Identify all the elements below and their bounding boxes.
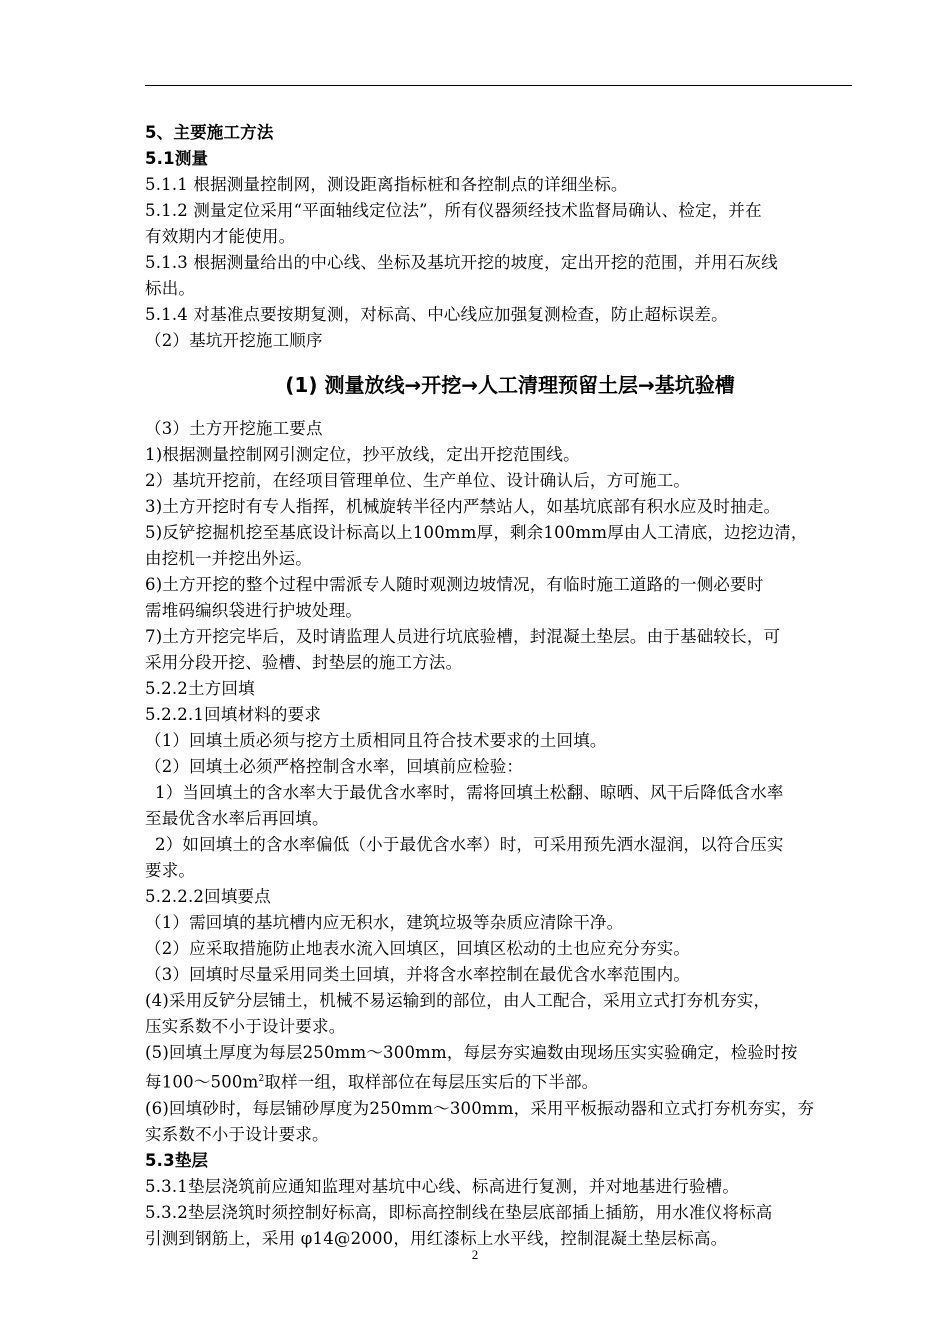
document-body bbox=[145, 120, 857, 1252]
list-item: (4)采用反铲分层铺土，机械不易运输到的部位，由人工配合，采用立式打夯机夯实， bbox=[145, 991, 771, 1010]
list-item: (6)回填砂时，每层铺砂厚度为250mm～300mm，采用平板振动器和立式打夯机夯实，夯 bbox=[145, 1098, 815, 1118]
list-item: （1）需回填的基坑槽内应无积水，建筑垃圾等杂质应清除干净。 bbox=[145, 913, 624, 932]
section-title: 5、主要施工方法 bbox=[145, 123, 274, 142]
list-item: 压实系数不小于设计要求。 bbox=[145, 1017, 346, 1036]
flow-sequence: (1) 测量放线→开挖→人工清理预留土层→基坑验槽 bbox=[285, 373, 735, 397]
list-item: 5)反铲挖掘机挖至基底设计标高以上100mm厚，剩余100mm厚由人工清底，边挖边清， bbox=[145, 523, 808, 542]
list-item: 采用分段开挖、验槽、封垫层的施工方法。 bbox=[145, 653, 463, 672]
paragraph-line: 引测到钢筋上，采用 φ14@2000，用红漆标上水平线，控制混凝土垫层标高。 bbox=[145, 1228, 728, 1248]
list-item: （3）回填时尽量采用同类土回填，并将含水率控制在最优含水率范围内。 bbox=[145, 965, 691, 984]
list-item: 至最优含水率后再回填。 bbox=[145, 809, 329, 828]
paragraph-line: 标出。 bbox=[145, 279, 196, 298]
subsection-heading: 5.2.2土方回填 bbox=[145, 679, 255, 698]
paragraph-line: 5.1.1 根据测量控制网，测设距离指标桩和各控制点的详细坐标。 bbox=[145, 175, 628, 194]
paragraph-line: 5.1.3 根据测量给出的中心线、坐标及基坑开挖的坡度，定出开挖的范围，并用石灰线 bbox=[145, 253, 778, 272]
list-item: 实系数不小于设计要求。 bbox=[145, 1124, 329, 1144]
header-rule bbox=[145, 85, 852, 86]
list-item: 7)土方开挖完毕后，及时请监理人员进行坑底验槽，封混凝土垫层。由于基础较长，可 bbox=[145, 627, 781, 646]
list-item: 1）当回填土的含水率大于最优含水率时，需将回填土松翻、晾晒、风干后降低含水率 bbox=[155, 783, 784, 802]
superscript: 2 bbox=[258, 1074, 265, 1084]
list-item bbox=[145, 1066, 857, 1096]
page-number: 2 bbox=[471, 1247, 479, 1262]
list-item: 由挖机一并挖出外运。 bbox=[145, 549, 312, 568]
subsection-heading: 5.3垫层 bbox=[145, 1150, 209, 1170]
subsection-heading: 5.2.2.1回填材料的要求 bbox=[145, 705, 322, 724]
list-item: 3)土方开挖时有专人指挥，机械旋转半径内严禁站人，如基坑底部有积水应及时抽走。 bbox=[145, 497, 781, 516]
paragraph-line: 5.3.1垫层浇筑前应通知监理对基坑中心线、标高进行复测，并对地基进行验槽。 bbox=[145, 1176, 740, 1196]
list-item: （1）回填土质必须与挖方土质相同且符合技术要求的土回填。 bbox=[145, 731, 607, 750]
list-item: 6)土方开挖的整个过程中需派专人随时观测边坡情况，有临时施工道路的一侧必要时 bbox=[145, 575, 764, 594]
list-item: （2）回填土必须严格控制含水率，回填前应检验： bbox=[145, 757, 524, 776]
subsection-heading: 5.2.2.2回填要点 bbox=[145, 887, 271, 906]
paragraph-line: 有效期内才能使用。 bbox=[145, 227, 296, 246]
list-item: 需堆码编织袋进行护坡处理。 bbox=[145, 601, 363, 620]
list-item: 2）如回填土的含水率偏低（小于最优含水率）时，可采用预先洒水湿润，以符合压实 bbox=[155, 835, 784, 854]
paragraph-line: 5.1.2 测量定位采用“平面轴线定位法”，所有仪器须经技术监督局确认、检定，并在 bbox=[145, 201, 762, 220]
paragraph-line: 5.3.2垫层浇筑时须控制好标高，即标高控制线在垫层底部插上插筋，用水准仪将标高 bbox=[145, 1202, 773, 1222]
paragraph-line: 5.1.4 对基准点要按期复测，对标高、中心线应加强复测检查，防止超标误差。 bbox=[145, 305, 728, 324]
list-item: 2）基坑开挖前，在经项目管理单位、生产单位、设计确认后，方可施工。 bbox=[145, 471, 691, 490]
text-fragment: 取样一组，取样部位在每层压实后的下半部。 bbox=[264, 1072, 599, 1092]
paragraph-line: （3）土方开挖施工要点 bbox=[145, 419, 323, 438]
text-fragment: 每100～500m bbox=[145, 1072, 259, 1092]
subsection-heading: 5.1测量 bbox=[145, 149, 209, 168]
list-item: （2）应采取措施防止地表水流入回填区，回填区松动的土也应充分夯实。 bbox=[145, 939, 691, 958]
list-item: 1)根据测量控制网引测定位，抄平放线，定出开挖范围线。 bbox=[145, 445, 580, 464]
paragraph-line: （2）基坑开挖施工顺序 bbox=[145, 331, 323, 350]
list-item: 要求。 bbox=[145, 861, 196, 880]
list-item: (5)回填土厚度为每层250mm～300mm，每层夯实遍数由现场压实实验确定，检验时按 bbox=[145, 1043, 798, 1062]
